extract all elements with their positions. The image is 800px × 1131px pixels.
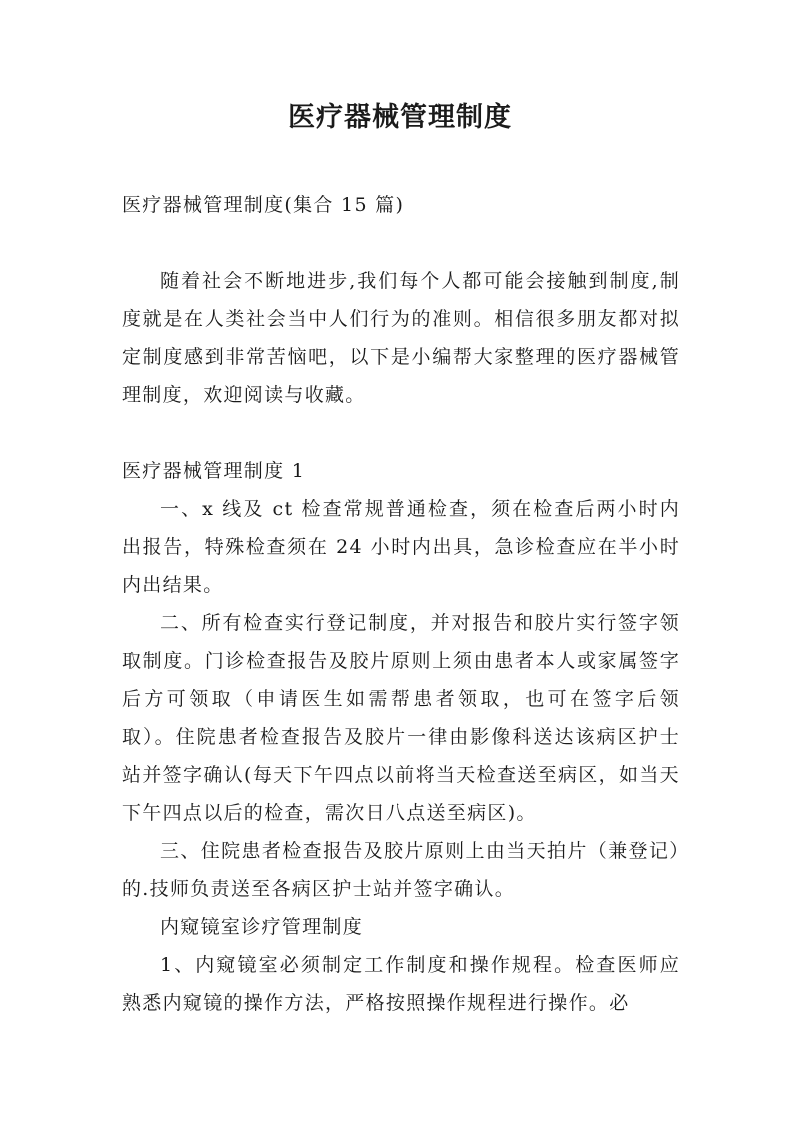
paragraph-registration: 二、所有检查实行登记制度，并对报告和胶片实行签字领取制度。门诊检查报告及胶片原则上须由患者本人或家属签字后方可领取（申请医生如需帮患者领取，也可在签字后领取）。住院患者检查报告及胶片一律由影像科送达该病区护士站并签字确认(每天下午四点以前将当天检查送至病区，如当天下午四点以后的检查，需次日八点送至病区)。 bbox=[122, 612, 680, 824]
paragraph-xray-ct: 一、x 线及 ct 检查常规普通检查，须在检查后两小时内出报告，特殊检查须在 24 小时内出具，急诊检查应在半小时内出结果。 bbox=[122, 498, 680, 596]
document-title: 医疗器械管理制度 bbox=[288, 102, 512, 133]
paragraph-endoscopy-rules: 1、内窥镜室必须制定工作制度和操作规程。检查医师应熟悉内窥镜的操作方法，严格按照操作规程进行操作。必 bbox=[122, 954, 680, 1014]
intro-paragraph: 随着社会不断地进步,我们每个人都可能会接触到制度,制度就是在人类社会当中人们行为的准则。相信很多朋友都对拟定制度感到非常苦恼吧，以下是小编帮大家整理的医疗器械管理制度，欢迎阅读与收藏。 bbox=[122, 270, 680, 406]
document-body bbox=[122, 186, 680, 1022]
subsection-heading-endoscopy: 内窥镜室诊疗管理制度 bbox=[160, 916, 364, 938]
paragraph-inpatient-delivery: 三、住院患者检查报告及胶片原则上由当天拍片（兼登记）的.技师负责送至各病区护士站并签字确认。 bbox=[122, 840, 680, 900]
section-heading: 医疗器械管理制度 1 bbox=[122, 460, 306, 482]
document-subtitle: 医疗器械管理制度(集合 15 篇) bbox=[122, 194, 405, 216]
